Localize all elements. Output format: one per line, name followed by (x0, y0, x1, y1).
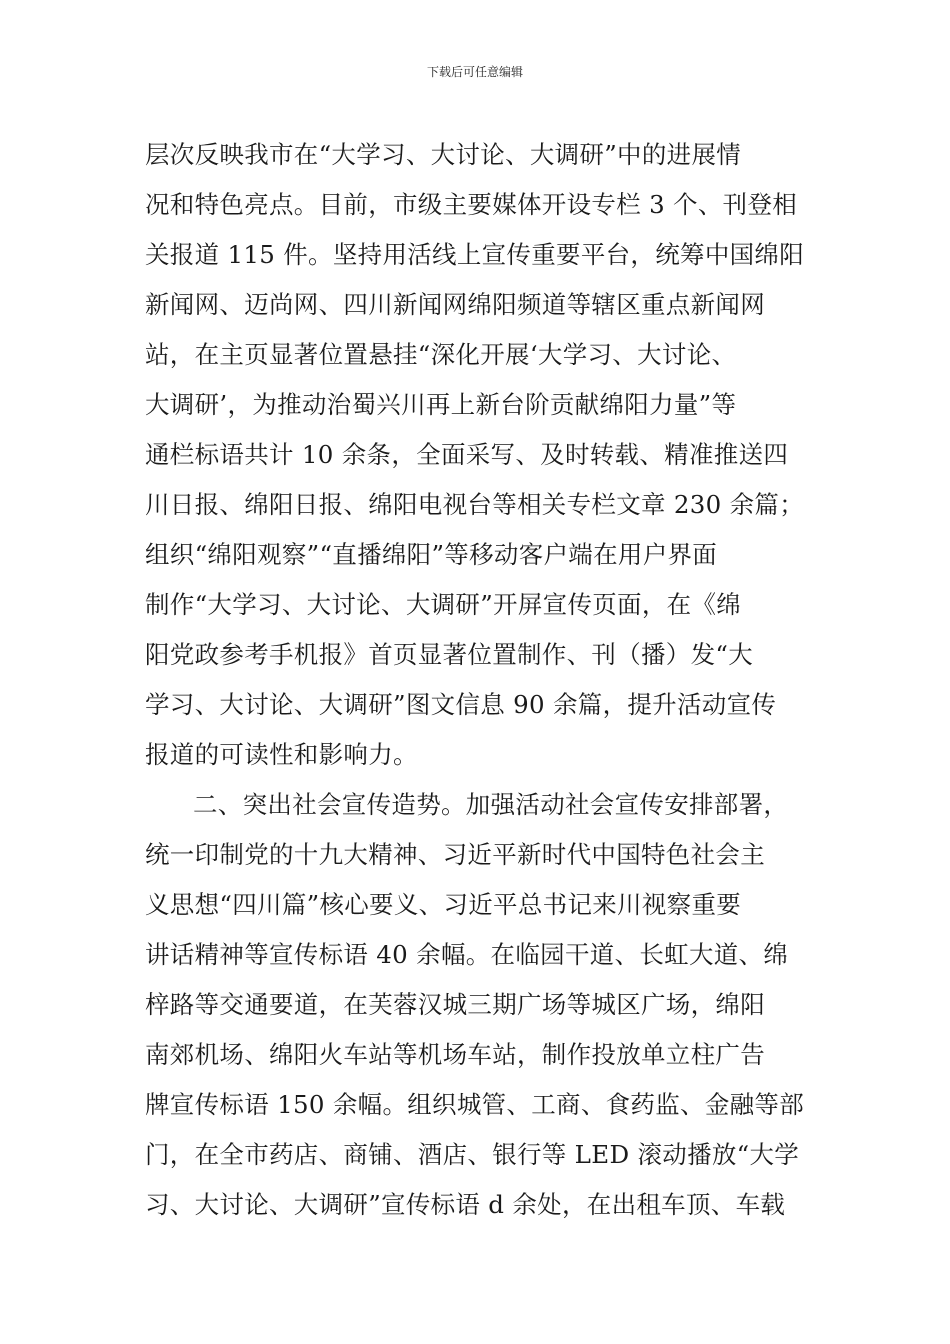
text-line: 统一印制党的十九大精神、习近平新时代中国特色社会主 (145, 840, 765, 869)
text-line: 通栏标语共计 10 余条，全面采写、及时转载、精准推送四 (145, 440, 789, 469)
text-line: 牌宣传标语 150 余幅。组织城管、工商、食药监、金融等部 (145, 1090, 805, 1119)
text-line: 门，在全市药店、商铺、酒店、银行等 LED 滚动播放“大学 (145, 1140, 800, 1169)
text-line: 学习、大讨论、大调研”图文信息 90 余篇，提升活动宣传 (145, 690, 777, 719)
text-line: 川日报、绵阳日报、绵阳电视台等相关专栏文章 230 余篇； (145, 490, 805, 519)
text-line: 报道的可读性和影响力。 (145, 740, 418, 769)
page-header: 下载后可任意编辑 (426, 65, 523, 79)
text-line: 站，在主页显著位置悬挂“深化开展‘大学习、大讨论、 (145, 340, 737, 369)
text-line: 阳党政参考手机报》首页显著位置制作、刊（播）发“大 (145, 640, 754, 669)
text-line: 新闻网、迈尚网、四川新闻网绵阳频道等辖区重点新闻网 (145, 290, 765, 319)
document-body (145, 130, 825, 1230)
text-line: 制作“大学习、大讨论、大调研”开屏宣传页面，在《绵 (145, 590, 742, 619)
text-line: 南郊机场、绵阳火车站等机场车站，制作投放单立柱广告 (145, 1040, 765, 1069)
text-line: 况和特色亮点。目前，市级主要媒体开设专栏 3 个、刊登相 (145, 190, 798, 219)
text-line: 大调研’，为推动治蜀兴川再上新台阶贡献绵阳力量”等 (145, 390, 737, 419)
text-line: 讲话精神等宣传标语 40 余幅。在临园干道、长虹大道、绵 (145, 940, 789, 969)
text-line: 义思想“四川篇”核心要义、习近平总书记来川视察重要 (145, 890, 742, 919)
text-line: 关报道 115 件。坚持用活线上宣传重要平台，统筹中国绵阳 (145, 240, 805, 269)
text-line: 习、大讨论、大调研”宣传标语 d 余处，在出租车顶、车载 (145, 1190, 786, 1219)
text-line: 梓路等交通要道，在芙蓉汉城三期广场等城区广场，绵阳 (145, 990, 765, 1019)
text-line: 层次反映我市在“大学习、大讨论、大调研”中的进展情 (145, 140, 742, 169)
paragraph-start-line: 二、突出社会宣传造势。加强活动社会宣传安排部署， (193, 790, 789, 819)
text-line: 组织“绵阳观察”“直播绵阳”等移动客户端在用户界面 (145, 540, 718, 569)
